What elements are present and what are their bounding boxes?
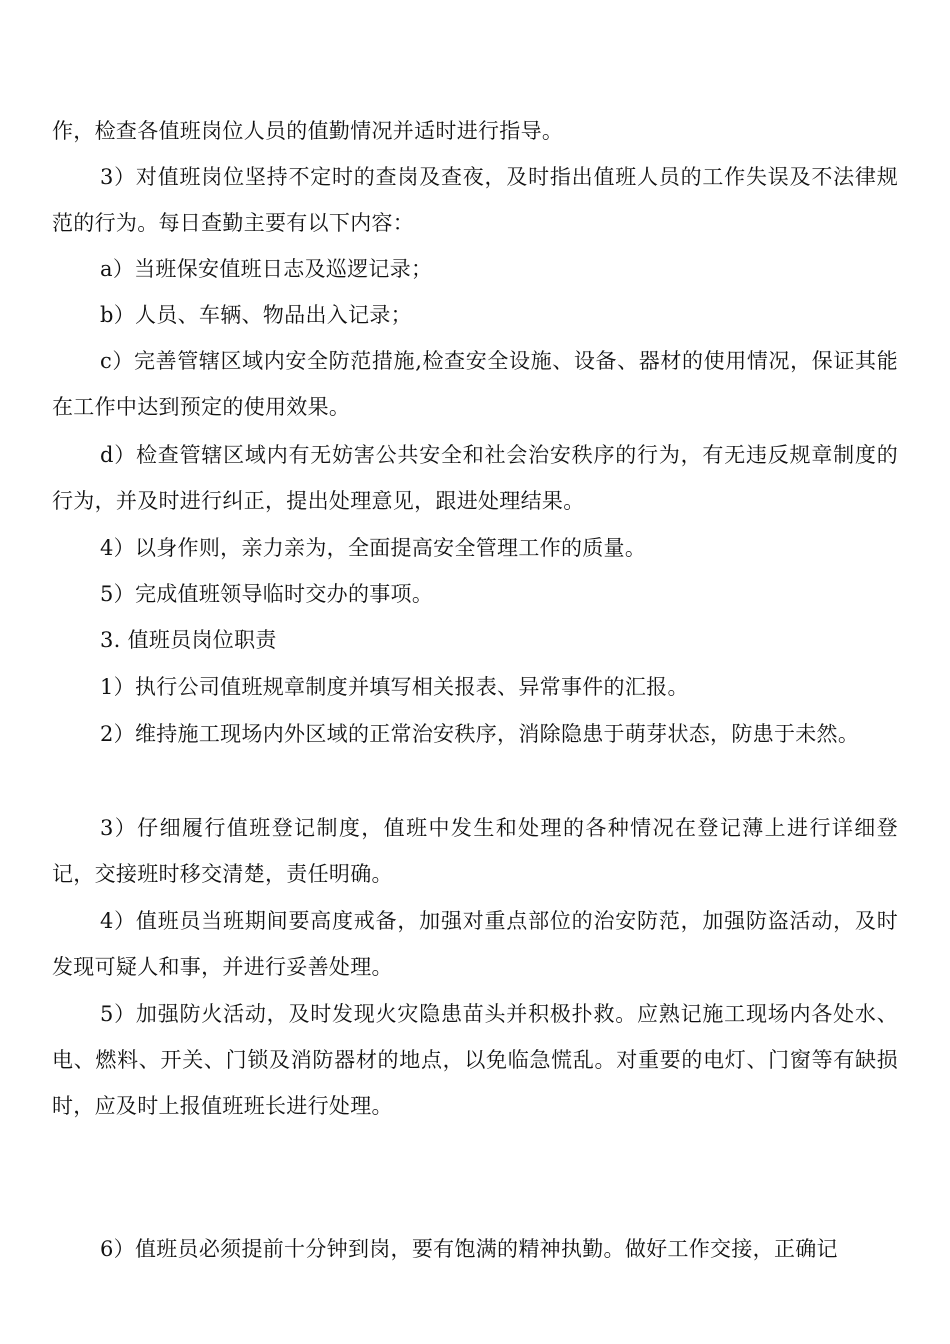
paragraph-item-4-lead: 4）以身作则，亲力亲为，全面提高安全管理工作的质量。 bbox=[100, 536, 647, 560]
paragraph-duty-6: 6）值班员必须提前十分钟到岗，要有饱满的精神执勤。做好工作交接，正确记 bbox=[100, 1237, 838, 1261]
paragraph-item-a: a）当班保安值班日志及巡逻记录； bbox=[100, 257, 433, 281]
paragraph-item-b: b）人员、车辆、物品出入记录； bbox=[100, 303, 412, 327]
paragraph-duty-1: 1）执行公司值班规章制度并填写相关报表、异常事件的汇报。 bbox=[100, 675, 689, 699]
paragraph-duty-4: 4）值班员当班期间要高度戒备，加强对重点部位的治安防范，加强防盗活动，及时发现可疑人和事，并进行妥善处理。 bbox=[52, 909, 898, 979]
paragraph-duty-5: 5）加强防火活动，及时发现火灾隐患苗头并积极扑救。应熟记施工现场内各处水、电、燃料、开关、门锁及消防器材的地点，以免临急慌乱。对重要的电灯、门窗等有缺损时，应及时上报值班班长进行处理。 bbox=[52, 1002, 898, 1118]
paragraph-duty-3: 3）仔细履行值班登记制度，值班中发生和处理的各种情况在登记薄上进行详细登记，交接班时移交清楚，责任明确。 bbox=[52, 816, 898, 886]
paragraph-duty-2: 2）维持施工现场内外区域的正常治安秩序，消除隐患于萌芽状态，防患于未然。 bbox=[100, 722, 860, 746]
paragraph-continuation: 作，检查各值班岗位人员的值勤情况并适时进行指导。 bbox=[52, 119, 564, 143]
paragraph-item-d: d）检查管辖区域内有无妨害公共安全和社会治安秩序的行为，有无违反规章制度的行为，并及时进行纠正，提出处理意见，跟进处理结果。 bbox=[52, 443, 898, 513]
section-heading-duty-staff: 3. 值班员岗位职责 bbox=[100, 628, 277, 652]
paragraph-item-5-tasks: 5）完成值班领导临时交办的事项。 bbox=[100, 582, 434, 606]
paragraph-item-c: c）完善管辖区域内安全防范措施,检查安全设施、设备、器材的使用情况，保证其能在工作中达到预定的使用效果。 bbox=[52, 349, 898, 419]
paragraph-item-3-inspection: 3）对值班岗位坚持不定时的查岗及查夜，及时指出值班人员的工作失误及不法律规范的行为。每日查勤主要有以下内容： bbox=[52, 165, 898, 235]
